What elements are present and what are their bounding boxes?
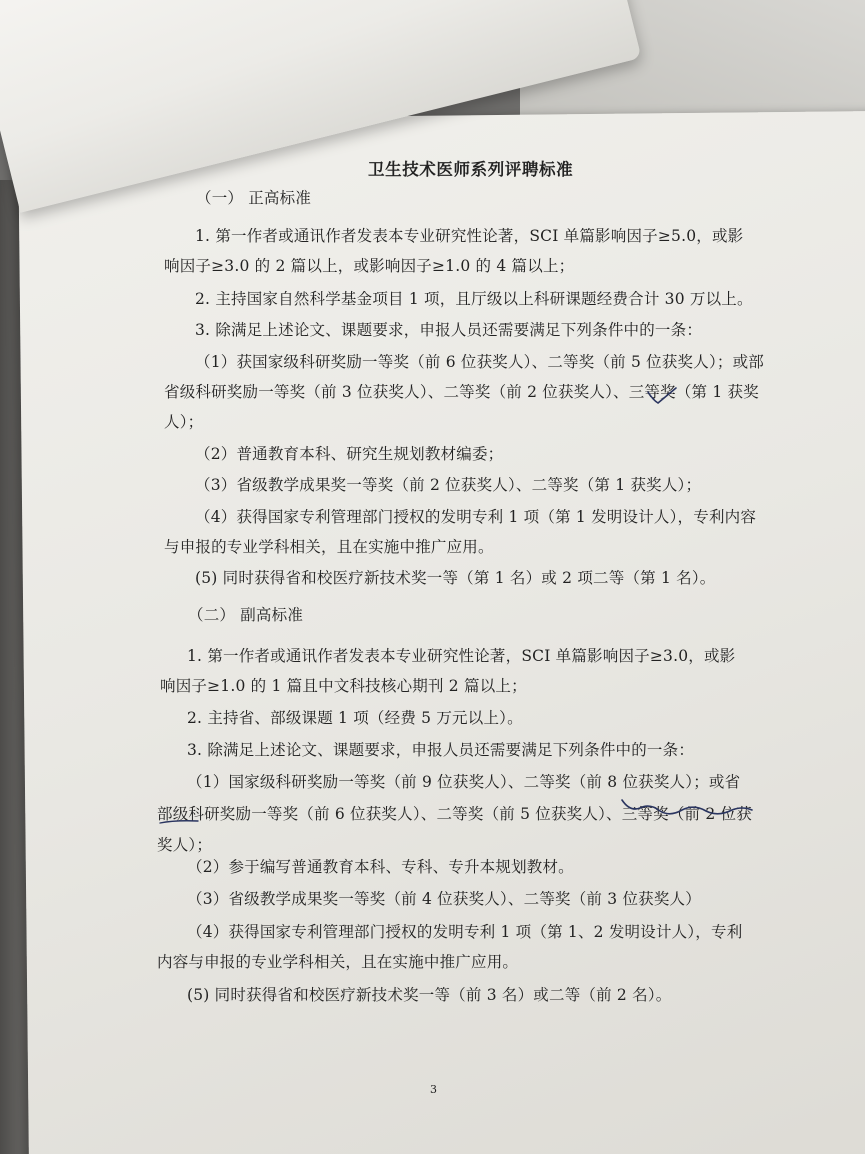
senior-item-1-line-a: 1. 第一作者或通讯作者发表本专业研究性论著，SCI 单篇影响因子≥5.0，或影 (195, 227, 744, 245)
associate-sub-5: (5) 同时获得省和校医疗新技术奖一等（前 3 名）或二等（前 2 名）。 (187, 986, 672, 1004)
senior-item-3: 3. 除满足上述论文、课题要求，申报人员还需要满足下列条件中的一条： (195, 321, 703, 339)
senior-item-2: 2. 主持国家自然科学基金项目 1 项，且厅级以上科研课题经费合计 30 万以上。 (195, 290, 753, 308)
senior-sub-1-line-a: （1）获国家级科研奖励一等奖（前 6 位获奖人）、二等奖（前 5 位获奖人）；或部 (195, 353, 764, 371)
senior-sub-4-line-b: 与申报的专业学科相关，且在实施中推广应用。 (164, 538, 494, 556)
senior-sub-3: （3）省级教学成果奖一等奖（前 2 位获奖人）、二等奖（第 1 获奖人）； (195, 476, 702, 494)
senior-sub-1-line-b: 省级科研奖励一等奖（前 3 位获奖人）、二等奖（前 2 位获奖人）、三等奖（第 1 获奖 (164, 383, 759, 401)
senior-sub-1-line-c: 人）； (164, 413, 204, 431)
senior-sub-5: (5) 同时获得省和校医疗新技术奖一等（第 1 名）或 2 项二等（第 1 名）。 (195, 569, 716, 587)
associate-sub-4-line-a: （4）获得国家专利管理部门授权的发明专利 1 项（第 1、2 发明设计人），专利 (187, 923, 743, 941)
section-heading-senior: （一） 正高标准 (196, 189, 312, 207)
senior-sub-4-line-a: （4）获得国家专利管理部门授权的发明专利 1 项（第 1 发明设计人），专利内容 (195, 508, 757, 526)
pen-check-mark (648, 388, 676, 403)
senior-sub-2: （2）普通教育本科、研究生规划教材编委； (195, 445, 504, 463)
associate-sub-1-line-c: 奖人）； (157, 836, 213, 854)
page-number: 3 (430, 1083, 438, 1096)
associate-sub-1-line-a: （1）国家级科研奖励一等奖（前 9 位获奖人）、二等奖（前 8 位获奖人）；或省 (187, 773, 741, 791)
associate-item-1-line-a: 1. 第一作者或通讯作者发表本专业研究性论著，SCI 单篇影响因子≥3.0，或影 (187, 647, 736, 665)
associate-sub-3: （3）省级教学成果奖一等奖（前 4 位获奖人）、二等奖（前 3 位获奖人） (187, 890, 701, 908)
associate-item-2: 2. 主持省、部级课题 1 项（经费 5 万元以上）。 (187, 709, 523, 727)
section-heading-associate: （二） 副高标准 (188, 606, 304, 624)
associate-sub-1-line-b: 部级科研奖励一等奖（前 6 位获奖人）、二等奖（前 5 位获奖人）、三等奖（前 2 位获 (157, 805, 752, 823)
pen-underline-short (160, 821, 198, 823)
pen-underline-wave (622, 800, 752, 814)
associate-sub-2: （2）参于编写普通教育本科、专科、专升本规划教材。 (187, 858, 574, 876)
document-title: 卫生技术医师系列评聘标准 (368, 160, 574, 179)
associate-item-1-line-b: 响因子≥1.0 的 1 篇且中文科技核心期刊 2 篇以上； (160, 677, 527, 695)
senior-item-1-line-b: 响因子≥3.0 的 2 篇以上，或影响因子≥1.0 的 4 篇以上； (164, 257, 575, 275)
associate-item-3: 3. 除满足上述论文、课题要求，申报人员还需要满足下列条件中的一条： (187, 741, 695, 759)
associate-sub-4-line-b: 内容与申报的专业学科相关，且在实施中推广应用。 (157, 953, 519, 971)
